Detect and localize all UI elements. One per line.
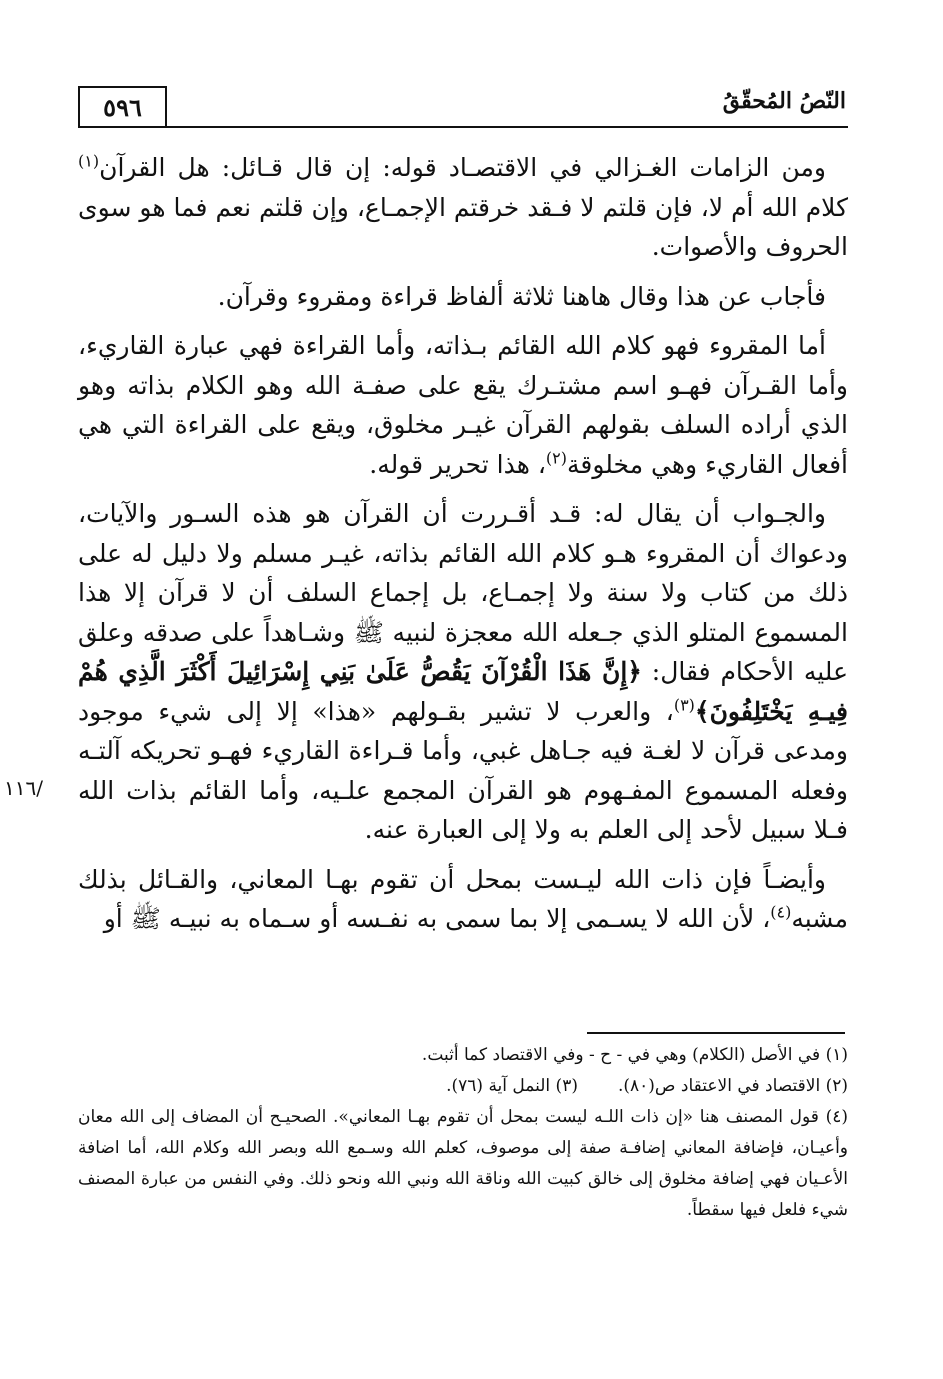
footnote-ref-1[interactable]: (١) [78,151,100,171]
footnote-1: (١) في الأصل (الكلام) وهي في - ح - وفي الاقتصاد كما أثبت. [421,1045,848,1065]
footnote-ref-3[interactable]: (٣) [673,695,695,715]
paragraph-1-text-a: ومن الزامات الغـزالي في الاقتصـاد قوله: إن قال قـائل: هل القرآن [99,153,826,182]
main-text [78,148,848,949]
paragraph-4-text-a: والجـواب أن يقال له: قـد أقـررت أن القرآن هو هذه السـور والآيات، ودعواك أن المقروء هـو كلام الله القائم بذاته، غيـر مسلم ولا دليل له على ذلك من كتاب ولا سنة ولا إجمـاع، بل إجماع السلف أن لا قرآن إلا هذا المسموع المتلو الذي جـعله الله معجزة لنبيه ﷺ وشـاهداً على صدقه وعلق عليه الأحكام فقال: [78,499,848,686]
footnote-3: (٣) النمل آية (٧٦). [446,1076,578,1096]
paragraph-3-text-b: ، هذا تحرير قوله. [369,449,546,479]
quran-verse: ﴿إِنَّ هَذَا الْقُرْآنَ يَقُصُّ عَلَىٰ بَنِي إِسْرَائِيلَ أَكْثَرَ الَّذِي هُمْ فِيـهِ يَخْتَلِفُونَ﴾ [78,657,848,726]
footnote-row-2-3 [78,1071,848,1102]
footnotes [78,1040,848,1226]
page-header [78,80,848,130]
footnote-rule [587,1032,845,1034]
footnote-2: (٢) الاقتصاد في الاعتقاد ص(٨٠). [617,1076,848,1096]
margin-folio-note: /١١٦ [4,776,43,800]
paragraph-4 [78,494,848,850]
header-rule [165,126,848,128]
paragraph-4-text-b: ، والعرب لا تشير بقـولهم «هذا» إلا إلى شيء موجود ومدعى قرآن لا لغـة فيه جـاهل غبي، وأما قـراءة القاريء فهـو تحريكه آلتـه وفعله المسموع المفـهوم هو القرآن المجمع علـيه، وأما القائم بذات الله فـلا سبيل لأحد إلى العلم به ولا إلى العبارة عنه. [78,696,848,844]
paragraph-1-text-b: كلام الله أم لا، فإن قلتم لا فـقد خرقتم الإجمـاع، وإن قلتم نعم فما هو سوى الحروف والأصوات. [78,192,848,261]
running-title: النّصُ المُحقّقُ [722,88,846,114]
paragraph-2: فأجاب عن هذا وقال هاهنا ثلاثة ألفاظ قراءة ومقروء وقرآن. [217,281,826,311]
footnote-4: (٤) قول المصنف هنا «إن ذات اللـه ليست بمحل أن تقوم بهـا المعاني». الصحيـح أن المضاف إلى الله معان وأعيـان، فإضافة المعاني إضافـة صفة إلى موصوف، كعلم الله وسـمع الله وبصر الله وكلام الله، أما اضافة الأعـيان فهي إضافة مخلوق إلى خالق كبيت الله وناقة الله ونبي الله ونحو ذلك. وفي النفس من عبارة المصنف شيء فلعل فيها سقطاً. [78,1107,848,1220]
paragraph-5-text-b: ، لأن الله لا يسـمى إلا بما سمى به نفـسه أو سـماه به نبيـه ﷺ أو [103,904,771,933]
paragraph-3-text-a: أما المقروء فهو كلام الله القائم بـذاته، وأما القراءة فهي عبارة القاريء، وأما القـرآن فهـو اسم مشتـرك يقع على صفـة الله وهو الكلام بذاته وهو الذي أراده السلف بقولهم القرآن غيـر مخلوق، ويقع على القراءة التي هي أفعال القاريء وهي مخلوقة [78,331,848,479]
paragraph-1 [78,148,848,267]
footnote-ref-2[interactable]: (٢) [545,448,568,468]
footnote-ref-4[interactable]: (٤) [770,902,792,922]
paragraph-5-text-a: وأيضـاً فإن ذات الله ليـست بمحل أن تقوم بهـا المعاني، والقـائل بذلك مشبه [78,864,848,933]
paragraph-5 [78,860,848,939]
paragraph-3 [78,326,848,484]
page-number: ٥٩٦ [78,86,167,128]
